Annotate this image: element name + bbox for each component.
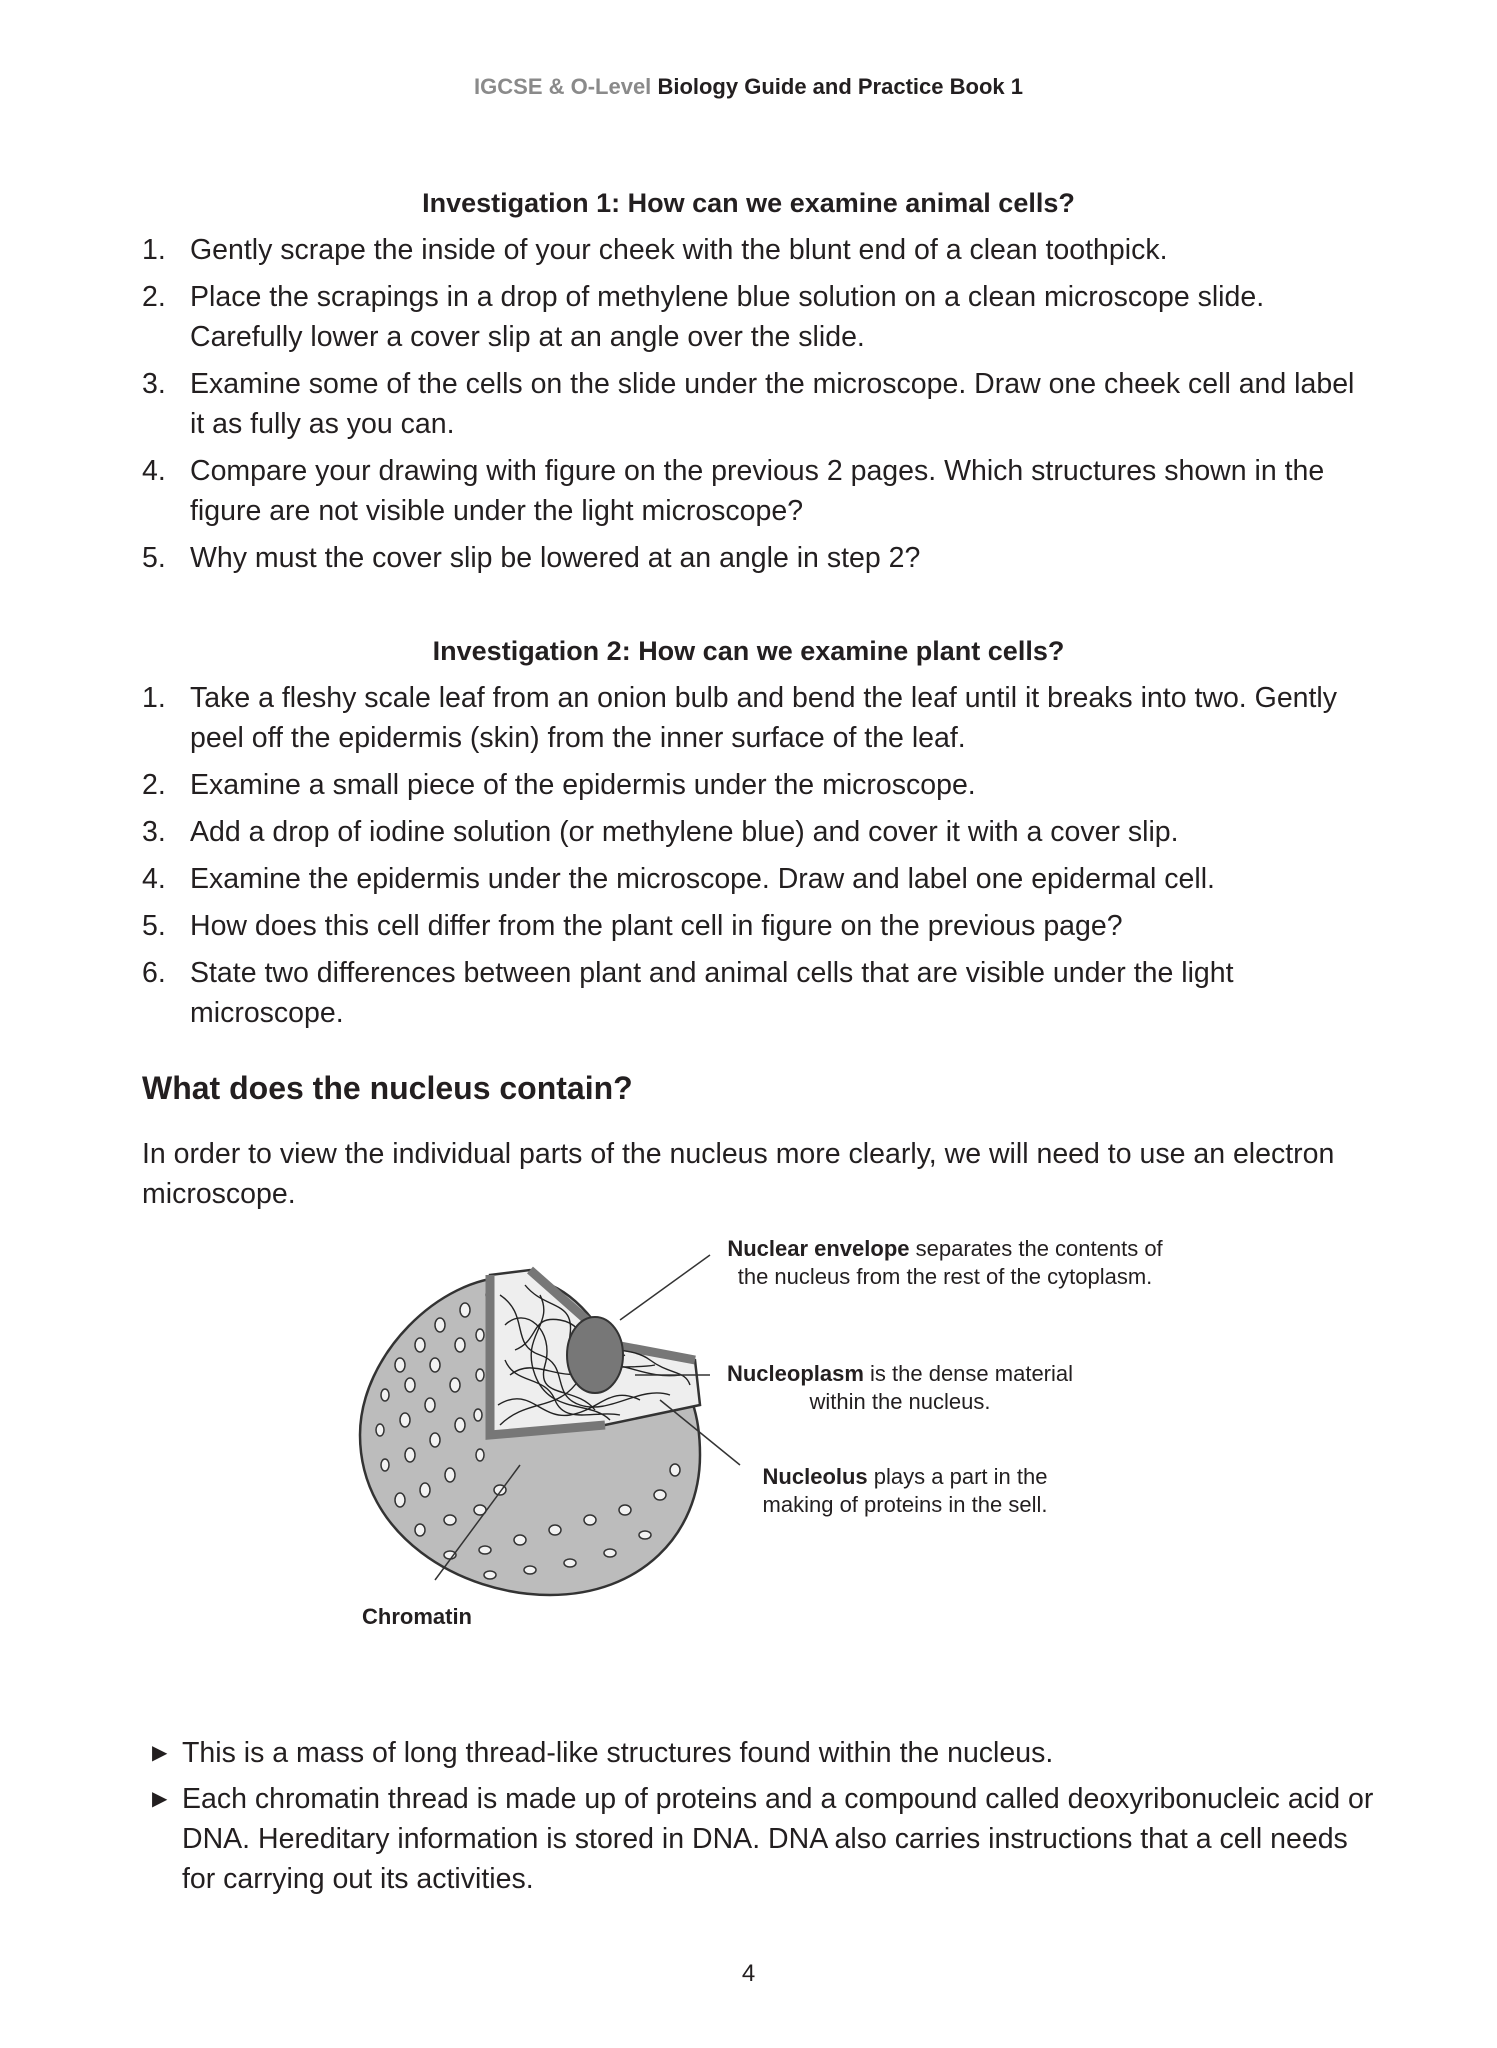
list-item: 6. State two differences between plant and animal cells that are visible under the light microscope.	[142, 957, 1234, 1029]
list-item: ▶ This is a mass of long thread-like structures found within the nucleus.	[142, 1733, 1382, 1773]
investigation-2-title: Investigation 2: How can we examine plant cells?	[432, 636, 1065, 666]
header-series: IGCSE & O-Level	[474, 74, 652, 99]
investigation-1-steps	[142, 230, 1372, 585]
triangle-bullet-icon: ▶	[152, 1788, 168, 1810]
investigation-2-steps	[142, 678, 1372, 1040]
header-title: Biology Guide and Practice Book 1	[657, 74, 1023, 99]
list-item: 2. Examine a small piece of the epidermis under the microscope.	[142, 769, 976, 801]
list-item: 4. Compare your drawing with figure on the previous 2 pages. Which structures shown in the figure are not visible under the light microscope?	[142, 455, 1325, 527]
running-header	[0, 74, 1497, 100]
list-item: 2. Place the scrapings in a drop of methylene blue solution on a clean microscope slide. Carefully lower a cover slip at an angle over the slide.	[142, 281, 1265, 353]
nucleoplasm-label: Nucleoplasm is the dense material within the nucleus.	[726, 1361, 1074, 1414]
nucleolus	[567, 1317, 623, 1393]
list-item: 1. Take a fleshy scale leaf from an onion bulb and bend the leaf until it breaks into two. Gently peel off the epidermis (skin) from the inner surface of the leaf.	[142, 682, 1338, 754]
page-number: 4	[741, 1960, 756, 1987]
section-intro: In order to view the individual parts of the nucleus more clearly, we will need to use an electron microscope.	[142, 1138, 1335, 1210]
list-item: 3. Add a drop of iodine solution (or methylene blue) and cover it with a cover slip.	[142, 816, 1179, 848]
list-item: ▶ Each chromatin thread is made up of proteins and a compound called deoxyribonucleic acid or DNA. Hereditary information is stored in DNA. DNA also carries instructions that a cell needs for carrying out its activities.	[142, 1779, 1382, 1899]
nucleus-diagram	[340, 1235, 1170, 1635]
chromatin-label: Chromatin	[362, 1604, 472, 1629]
chromatin-bullets	[142, 1733, 1382, 1905]
list-item: 5. How does this cell differ from the plant cell in figure on the previous page?	[142, 910, 1123, 942]
list-item: 5. Why must the cover slip be lowered at an angle in step 2?	[142, 542, 921, 574]
nuclear-envelope-label: Nuclear envelope separates the contents of the nucleus from the rest of the cytoplasm.	[727, 1236, 1163, 1289]
list-item: 1. Gently scrape the inside of your cheek with the blunt end of a clean toothpick.	[142, 234, 1168, 266]
nucleus-figure	[340, 1235, 1170, 1635]
investigation-1-title: Investigation 1: How can we examine animal cells?	[422, 188, 1075, 218]
nucleolus-label: Nucleolus plays a part in the making of proteins in the sell.	[762, 1464, 1048, 1517]
list-item: 4. Examine the epidermis under the microscope. Draw and label one epidermal cell.	[142, 863, 1215, 895]
triangle-bullet-icon: ▶	[152, 1742, 168, 1764]
list-item: 3. Examine some of the cells on the slide under the microscope. Draw one cheek cell and label it as fully as you can.	[142, 368, 1355, 440]
section-heading: What does the nucleus contain?	[142, 1070, 633, 1106]
